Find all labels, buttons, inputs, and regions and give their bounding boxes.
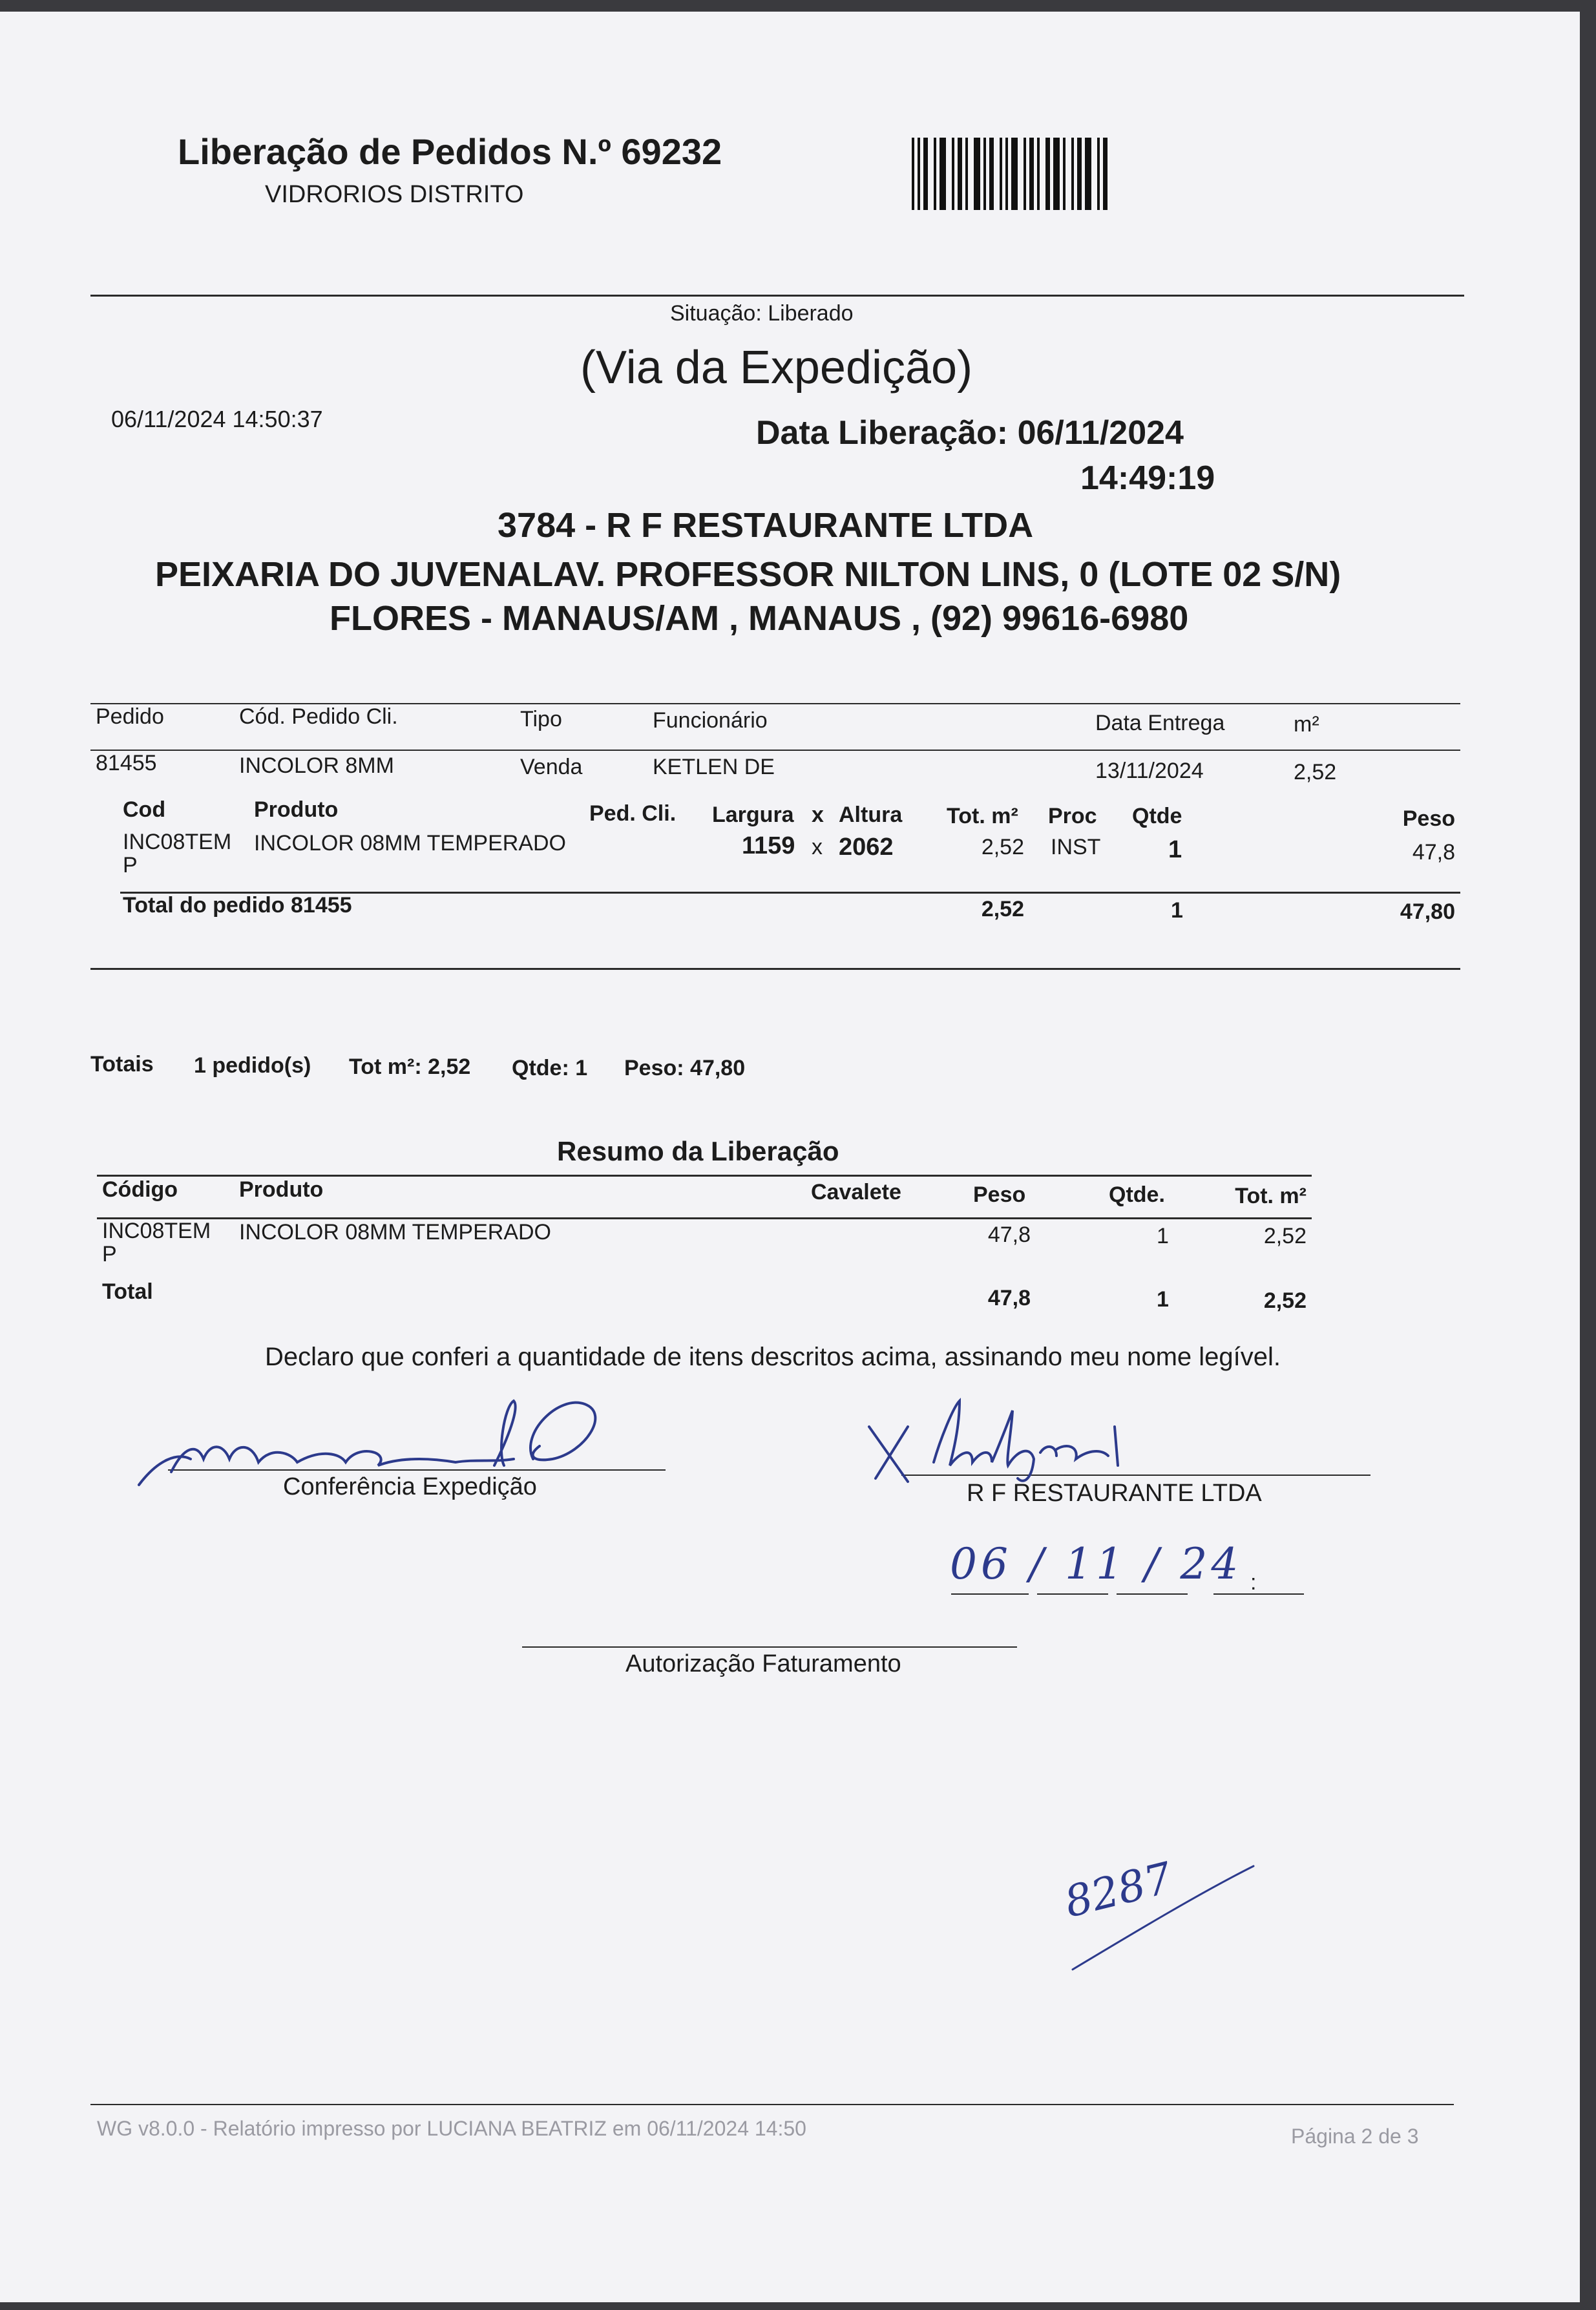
items-header-peso: Peso xyxy=(1402,806,1455,831)
summary-header-peso: Peso xyxy=(973,1182,1026,1207)
items-cell-largura: 1159 xyxy=(742,832,795,859)
barcode-bar xyxy=(1053,138,1060,210)
barcode-bar xyxy=(934,138,936,210)
order-header-data-entrega: Data Entrega xyxy=(1095,711,1225,735)
items-cell-x: x xyxy=(812,835,823,859)
items-total-peso: 47,80 xyxy=(1400,899,1455,924)
print-datetime: 06/11/2024 14:50:37 xyxy=(111,406,323,432)
status-text: Situação: Liberado xyxy=(670,301,854,326)
label-autorizacao-faturamento: Autorização Faturamento xyxy=(625,1650,901,1677)
totals-label: Totais xyxy=(90,1052,154,1076)
items-total-label: Total do pedido 81455 xyxy=(123,893,352,918)
summary-cell-peso: 47,8 xyxy=(987,1223,1031,1247)
order-cell-funcionario: KETLEN DE xyxy=(653,755,775,779)
barcode-bar xyxy=(974,138,980,210)
items-header-tot-m2: Tot. m² xyxy=(947,804,1018,828)
order-header-tipo: Tipo xyxy=(520,707,562,731)
items-header-proc: Proc xyxy=(1048,804,1097,828)
items-header-ped-cli: Ped. Cli. xyxy=(589,801,677,826)
items-bottom-rule xyxy=(90,968,1460,970)
order-header-cod-cli: Cód. Pedido Cli. xyxy=(239,704,398,729)
summary-total-label: Total xyxy=(102,1279,153,1304)
items-total-tot-m2: 2,52 xyxy=(981,897,1024,921)
via-title: (Via da Expedição) xyxy=(580,342,973,394)
barcode-bar xyxy=(940,138,946,210)
items-header-largura: Largura xyxy=(712,803,794,827)
barcode-bar xyxy=(1029,138,1034,210)
summary-total-tot-m2: 2,52 xyxy=(1263,1288,1307,1313)
handwritten-date: 06 / 11 / 24 xyxy=(950,1539,1243,1589)
date-line-day xyxy=(951,1593,1029,1595)
totals-pedidos: 1 pedido(s) xyxy=(194,1053,311,1078)
items-cell-altura: 2062 xyxy=(839,834,894,861)
items-header-cod: Cod xyxy=(123,797,166,822)
order-cell-tipo: Venda xyxy=(520,755,583,779)
order-cell-cod-cli: INCOLOR 8MM xyxy=(239,753,394,778)
client-address-line2: FLORES - MANAUS/AM , MANAUS , (92) 99616-6980 xyxy=(330,599,1189,638)
client-name: 3784 - R F RESTAURANTE LTDA xyxy=(498,506,1034,545)
date-line-time xyxy=(1213,1593,1304,1595)
totals-qtde: Qtde: 1 xyxy=(512,1056,588,1080)
barcode-bar xyxy=(1071,138,1074,210)
footer-rule xyxy=(90,2104,1454,2105)
summary-header-cavalete: Cavalete xyxy=(811,1180,901,1204)
signature-conferencia xyxy=(132,1381,624,1491)
barcode-bar xyxy=(1000,138,1002,210)
items-cell-proc: INST xyxy=(1051,835,1101,859)
barcode-bar xyxy=(1085,138,1091,210)
client-address-line1: PEIXARIA DO JUVENALAV. PROFESSOR NILTON LINS, 0 (LOTE 02 S/N) xyxy=(155,555,1341,594)
summary-header-tot-m2: Tot. m² xyxy=(1235,1184,1307,1208)
barcode-bar xyxy=(983,138,986,210)
release-time: 14:49:19 xyxy=(1080,459,1215,497)
barcode-bar xyxy=(952,138,954,210)
barcode-bar xyxy=(958,138,962,210)
items-header-x: x xyxy=(812,803,824,827)
order-cell-pedido: 81455 xyxy=(96,751,157,775)
footer-page-number: Página 2 de 3 xyxy=(1291,2125,1419,2148)
company-name: VIDRORIOS DISTRITO xyxy=(265,181,524,208)
barcode-bar xyxy=(989,138,994,210)
barcode-bar xyxy=(1045,138,1050,210)
barcode-bar xyxy=(1097,138,1100,210)
document-title: Liberação de Pedidos N.º 69232 xyxy=(178,131,722,172)
order-header-funcionario: Funcionário xyxy=(653,708,768,733)
date-line-month xyxy=(1037,1593,1108,1595)
items-header-altura: Altura xyxy=(839,803,903,827)
totals-peso: Peso: 47,80 xyxy=(624,1056,746,1080)
document-page xyxy=(0,12,1580,2302)
items-cell-cod-wrap: P xyxy=(123,853,138,877)
summary-cell-codigo-wrap: P xyxy=(102,1242,117,1266)
barcode-bar xyxy=(965,138,968,210)
summary-top-rule xyxy=(97,1175,1312,1177)
time-separator: : xyxy=(1250,1570,1257,1595)
summary-header-rule xyxy=(97,1217,1312,1219)
order-cell-m2: 2,52 xyxy=(1294,760,1337,784)
summary-cell-tot-m2: 2,52 xyxy=(1263,1224,1307,1248)
order-table-header-rule xyxy=(90,750,1460,751)
date-line-year xyxy=(1117,1593,1188,1595)
summary-total-peso: 47,8 xyxy=(987,1286,1031,1310)
barcode-bar xyxy=(912,138,914,210)
barcode-bar xyxy=(1011,138,1018,210)
barcode-bar xyxy=(1005,138,1008,210)
summary-total-qtde: 1 xyxy=(1157,1287,1169,1312)
summary-header-codigo: Código xyxy=(102,1177,178,1202)
items-cell-qtde: 1 xyxy=(1168,836,1182,863)
items-cell-tot-m2: 2,52 xyxy=(981,835,1024,859)
barcode-bar xyxy=(1024,138,1026,210)
barcode-bar xyxy=(1037,138,1040,210)
items-header-produto: Produto xyxy=(254,797,339,822)
footer-print-info: WG v8.0.0 - Relatório impresso por LUCIANA BEATRIZ em 06/11/2024 14:50 xyxy=(97,2117,806,2140)
signature-cliente xyxy=(863,1388,1140,1491)
summary-header-qtde: Qtde. xyxy=(1109,1182,1165,1207)
items-header-qtde: Qtde xyxy=(1132,804,1182,828)
handwritten-note-text: 8287 xyxy=(1060,1853,1177,1927)
order-header-m2: m² xyxy=(1294,712,1319,737)
label-cliente: R F RESTAURANTE LTDA xyxy=(967,1480,1262,1507)
signature-line-autorizacao xyxy=(522,1646,1017,1648)
items-cell-produto: INCOLOR 08MM TEMPERADO xyxy=(254,831,567,856)
release-date: Data Liberação: 06/11/2024 xyxy=(756,414,1184,452)
items-total-qtde: 1 xyxy=(1171,898,1183,923)
summary-title: Resumo da Liberação xyxy=(557,1136,839,1166)
barcode-bar xyxy=(1103,138,1108,210)
summary-cell-produto: INCOLOR 08MM TEMPERADO xyxy=(239,1220,552,1244)
declaration-text: Declaro que conferi a quantidade de itens descritos acima, assinando meu nome legível. xyxy=(265,1343,1281,1371)
summary-header-produto: Produto xyxy=(239,1177,324,1202)
barcode-bar xyxy=(918,138,920,210)
order-cell-data-entrega: 13/11/2024 xyxy=(1095,759,1204,783)
barcode-bar xyxy=(923,138,928,210)
barcode xyxy=(912,138,1151,210)
order-header-pedido: Pedido xyxy=(96,704,164,729)
totals-tot-m2: Tot m²: 2,52 xyxy=(349,1055,471,1079)
items-cell-cod: INC08TEM xyxy=(123,830,232,854)
summary-cell-codigo: INC08TEM xyxy=(102,1219,211,1243)
barcode-bar xyxy=(1063,138,1066,210)
barcode-bar xyxy=(1077,138,1082,210)
items-cell-peso: 47,8 xyxy=(1412,840,1455,865)
label-conferencia-expedicao: Conferência Expedição xyxy=(283,1473,537,1500)
header-divider xyxy=(90,295,1464,297)
summary-cell-qtde: 1 xyxy=(1157,1224,1169,1248)
